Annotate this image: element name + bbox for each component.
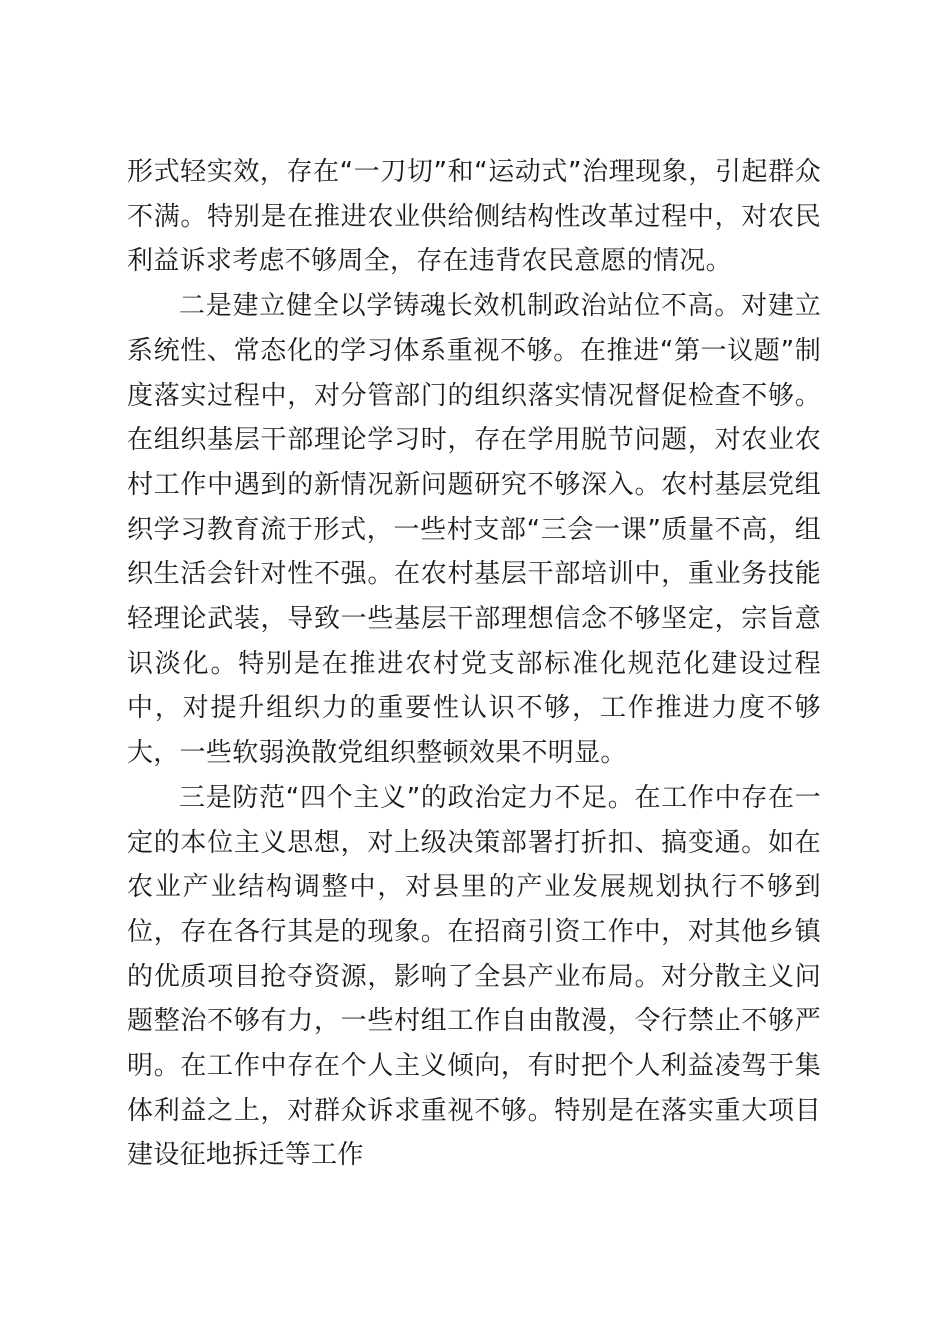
paragraph-third-point: 三是防范“四个主义”的政治定力不足。在工作中存在一定的本位主义思想，对上级决策部署打折扣、搞变通。如在农业产业结构调整中，对县里的产业发展规划执行不够到位，存在各行其是的现象。在招商引资工作中，对其他乡镇的优质项目抢夺资源，影响了全县产业布局。对分散主义问题整治不够有力，一些村组工作自由散漫，令行禁止不够严明。在工作中存在个人主义倾向，有时把个人利益凌驾于集体利益之上，对群众诉求重视不够。特别是在落实重大项目建设征地拆迁等工作 [127,782,821,1171]
paragraph-second-point: 二是建立健全以学铸魂长效机制政治站位不高。对建立系统性、常态化的学习体系重视不够。在推进“第一议题”制度落实过程中，对分管部门的组织落实情况督促检查不够。在组织基层干部理论学习时，存在学用脱节问题，对农业农村工作中遇到的新情况新问题研究不够深入。农村基层党组织学习教育流于形式，一些村支部“三会一课”质量不高，组织生活会针对性不强。在农村基层干部培训中，重业务技能轻理论武装，导致一些基层干部理想信念不够坚定，宗旨意识淡化。特别是在推进农村党支部标准化规范化建设过程中，对提升组织力的重要性认识不够，工作推进力度不够大，一些软弱涣散党组织整顿效果不明显。 [127,291,821,769]
document-body [127,150,821,1178]
paragraph-continuation: 形式轻实效，存在“一刀切”和“运动式”治理现象，引起群众不满。特别是在推进农业供给侧结构性改革过程中，对农民利益诉求考虑不够周全，存在违背农民意愿的情况。 [127,157,821,277]
